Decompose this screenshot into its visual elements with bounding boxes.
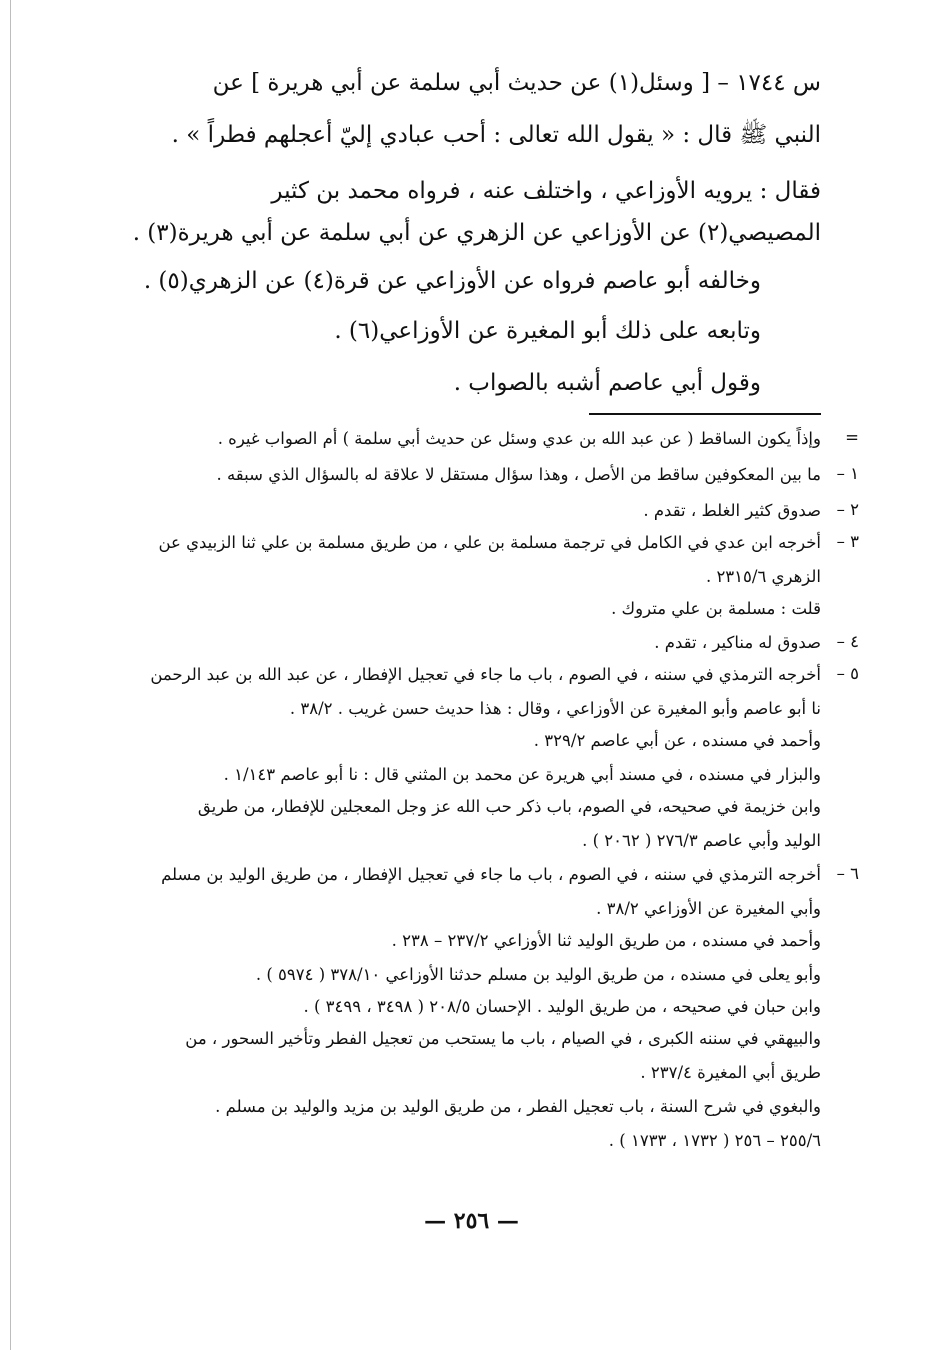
footnote-text: وأحمد في مسنده ، عن أبي عاصم ٣٢٩/٢ . (533, 731, 821, 750)
question-line-1: س ١٧٤٤ – [ وسئل(١) عن حديث أبي سلمة عن أبي هريرة ] عن (212, 70, 821, 96)
footnote-label: ٦ – (836, 864, 859, 883)
question-line-4: المصيصي(٢) عن الأوزاعي عن الزهري عن أبي سلمة عن أبي هريرة(٣) . (132, 220, 821, 246)
footnote-text: والبزار في مسنده ، في مسند أبي هريرة عن محمد بن المثني قال : نا أبو عاصم ١/١٤٣ . (223, 765, 821, 784)
footnote-separator (589, 413, 821, 415)
footnote-text: وابن خزيمة في صحيحه، في الصوم، باب ذكر حب الله عز وجل المعجلين للإفطار، من طريق (197, 797, 821, 816)
footnote-text: طريق أبي المغيرة ٢٣٧/٤ . (640, 1063, 821, 1082)
footnote-text: وأبو يعلى في مسنده ، من طريق الوليد بن مسلم حدثنا الأوزاعي ٣٧٨/١٠ ( ٥٩٧٤ ) . (255, 965, 821, 984)
footnote-text: قلت : مسلمة بن علي متروك . (611, 599, 821, 618)
question-line-5: وخالفه أبو عاصم فرواه عن الأوزاعي عن قرة(٤) عن الزهري(٥) . (143, 268, 761, 294)
question-line-3: فقال : يرويه الأوزاعي ، واختلف عنه ، فرواه محمد بن كثير (271, 178, 821, 204)
footnote-label: = (845, 428, 859, 447)
footnote-label: ٥ – (836, 664, 859, 683)
footnote-text: ٢٥٥/٦ – ٢٥٦ ( ١٧٣٢ ، ١٧٣٣ ) . (608, 1131, 821, 1150)
footnote-text: والبيهقي في سننه الكبرى ، في الصيام ، باب ما يستحب من تعجيل الفطر وتأخير السحور ، من (185, 1029, 821, 1048)
footnote-label: ٣ – (836, 532, 859, 551)
question-line-7: وقول أبي عاصم أشبه بالصواب . (453, 370, 761, 396)
footnote-text: الوليد وأبي عاصم ٢٧٦/٣ ( ٢٠٦٢ ) . (582, 831, 821, 850)
footnote-text: أخرجه الترمذي في سننه ، في الصوم ، باب ما جاء في تعجيل الإفطار ، عن عبد الله بن عبد الرحمن (150, 665, 821, 684)
footnote-text: والبغوي في شرح السنة ، باب تعجيل الفطر ، من طريق الوليد بن مزيد والوليد بن مسلم . (215, 1097, 821, 1116)
footnote-text: وإذاً يكون الساقط ( عن عبد الله بن عدي وسئل عن حديث أبي سلمة ) أم الصواب غيره . (217, 429, 821, 448)
footnote-text: أخرجه ابن عدي في الكامل في ترجمة مسلمة بن علي ، من طريق مسلمة بن علي ثنا الزبيدي عن (158, 533, 821, 552)
footnote-text: أخرجه الترمذي في سننه ، في الصوم ، باب ما جاء في تعجيل الإفطار ، من طريق الوليد بن مسلم (161, 865, 821, 884)
footnote-text: وأحمد في مسنده ، من طريق الوليد ثنا الأوزاعي ٢٣٧/٢ – ٢٣٨ . (391, 931, 821, 950)
footnote-text: وابن حبان في صحيحه ، من طريق الوليد . الإحسان ٢٠٨/٥ ( ٣٤٩٨ ، ٣٤٩٩ ) . (303, 997, 821, 1016)
page-number: — ٢٥٦ — (424, 1208, 519, 1234)
footnote-text: صدوق كثير الغلط ، تقدم . (643, 501, 821, 520)
footnote-label: ٤ – (836, 632, 859, 651)
question-line-6: وتابعه على ذلك أبو المغيرة عن الأوزاعي(٦) . (334, 318, 761, 344)
scan-edge-line (10, 0, 11, 1350)
footnote-text: ما بين المعكوفين ساقط من الأصل ، وهذا سؤال مستقل لا علاقة له بالسؤال الذي سبقه . (216, 465, 821, 484)
footnote-text: نا أبو عاصم وأبو المغيرة عن الأوزاعي ، وقال : هذا حديث حسن غريب . ٣٨/٢ . (289, 699, 821, 718)
question-line-2: النبي ﷺ قال : « يقول الله تعالى : أحب عبادي إليّ أعجلهم فطراً » . (171, 122, 821, 148)
footnote-label: ١ – (836, 464, 859, 483)
footnote-text: الزهري ٢٣١٥/٦ . (705, 567, 821, 586)
footnote-text: صدوق له مناكير ، تقدم . (654, 633, 821, 652)
footnote-text: وأبي المغيرة عن الأوزاعي ٣٨/٢ . (596, 899, 821, 918)
footnote-label: ٢ – (836, 500, 859, 519)
